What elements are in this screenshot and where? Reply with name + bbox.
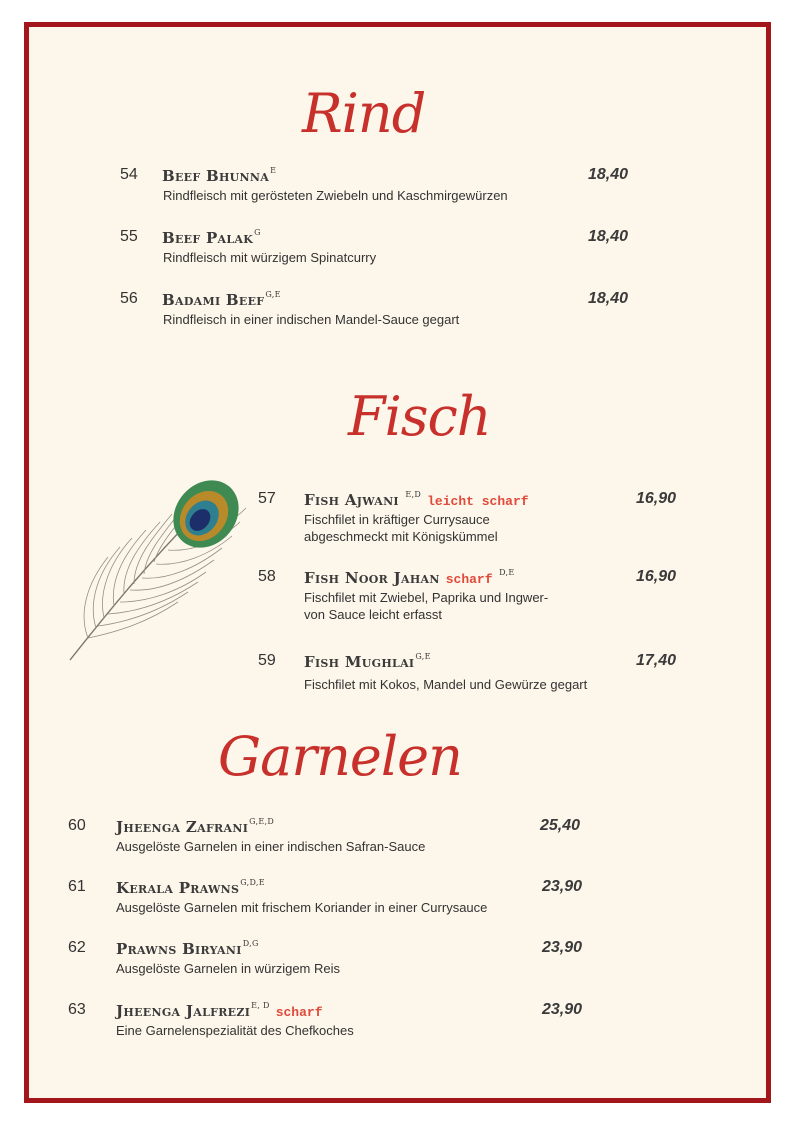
item-price: 16,90 bbox=[636, 568, 677, 585]
allergen-codes: E,D bbox=[405, 490, 422, 499]
item-number: 56 bbox=[120, 290, 138, 307]
item-price: 25,40 bbox=[540, 817, 581, 834]
item-price: 16,90 bbox=[636, 490, 677, 507]
spicy-label: scharf bbox=[275, 1005, 323, 1020]
item-description: Rindfleisch mit gerösteten Zwiebeln und Kaschmirgewürzen bbox=[163, 188, 508, 203]
item-name: Prawns Biryani$^{D,G}$ bbox=[116, 939, 259, 958]
item-price: 23,90 bbox=[542, 939, 583, 956]
section-title-rind: Rind bbox=[302, 82, 426, 145]
item-price: 17,40 bbox=[636, 652, 677, 669]
item-description: Rindfleisch in einer indischen Mandel-Sauce gegart bbox=[163, 312, 460, 327]
item-name: Beef Bhunna$^E$ bbox=[162, 166, 277, 185]
item-number: 59 bbox=[258, 652, 276, 669]
item-description: Rindfleisch mit würzigem Spinatcurry bbox=[163, 250, 377, 265]
allergen-codes: D,G bbox=[242, 939, 259, 948]
item-price: 18,40 bbox=[588, 228, 629, 245]
item-name: Fish Ajwani $^{E,D}$ leicht scharf bbox=[304, 490, 529, 509]
item-name: Jheenga Jalfrezi$^{E, D}$ scharf bbox=[116, 1001, 323, 1020]
item-name: Kerala Prawns$^{G,D,E}$ bbox=[116, 878, 265, 897]
item-name: Fish Mughlai$^{G,E}$ bbox=[304, 652, 431, 671]
item-description: Eine Garnelenspezialität des Chefkoches bbox=[116, 1023, 354, 1038]
allergen-codes: G,E,D bbox=[249, 817, 275, 826]
item-name: Fish Noor Jahan scharf $^{D,E}$ bbox=[304, 568, 515, 587]
item-price: 18,40 bbox=[588, 290, 629, 307]
section-title-fisch: Fisch bbox=[348, 385, 491, 448]
allergen-codes: G,D,E bbox=[240, 878, 265, 887]
allergen-codes: E bbox=[270, 166, 277, 175]
spicy-label: leicht scharf bbox=[427, 494, 529, 509]
item-number: 63 bbox=[68, 1001, 86, 1018]
item-price: 23,90 bbox=[542, 1001, 583, 1018]
item-description: Fischfilet mit Zwiebel, Paprika und Ingwer- von Sauce leicht erfasst bbox=[304, 590, 549, 622]
item-number: 55 bbox=[120, 228, 138, 245]
item-price: 18,40 bbox=[588, 166, 629, 183]
item-number: 54 bbox=[120, 166, 138, 183]
item-number: 62 bbox=[68, 939, 86, 956]
item-number: 61 bbox=[68, 878, 86, 895]
item-description: Ausgelöste Garnelen mit frischem Koriander in einer Currysauce bbox=[116, 900, 488, 915]
item-number: 58 bbox=[258, 568, 276, 585]
peacock-feather-icon bbox=[68, 462, 248, 662]
item-name: Badami Beef$^{G,E}$ bbox=[162, 290, 281, 309]
spicy-label: scharf bbox=[445, 572, 493, 587]
allergen-codes: G,E bbox=[265, 290, 281, 299]
item-description: Ausgelöste Garnelen in würzigem Reis bbox=[116, 961, 340, 976]
item-name: Jheenga Zafrani$^{G,E,D}$ bbox=[116, 817, 275, 836]
item-number: 60 bbox=[68, 817, 86, 834]
item-number: 57 bbox=[258, 490, 276, 507]
item-description: Fischfilet mit Kokos, Mandel und Gewürze gegart bbox=[304, 677, 588, 692]
allergen-codes: G bbox=[254, 228, 261, 237]
item-price: 23,90 bbox=[542, 878, 583, 895]
allergen-codes: E, D bbox=[251, 1001, 270, 1010]
section-title-garnelen: Garnelen bbox=[218, 725, 462, 788]
item-name: Beef Palak$^G$ bbox=[162, 228, 261, 247]
item-description: Ausgelöste Garnelen in einer indischen Safran-Sauce bbox=[116, 839, 426, 854]
allergen-codes: G,E bbox=[415, 652, 431, 661]
allergen-codes: D,E bbox=[499, 568, 515, 577]
item-description: Fischfilet in kräftiger Currysauce abgeschmeckt mit Königskümmel bbox=[304, 512, 498, 544]
